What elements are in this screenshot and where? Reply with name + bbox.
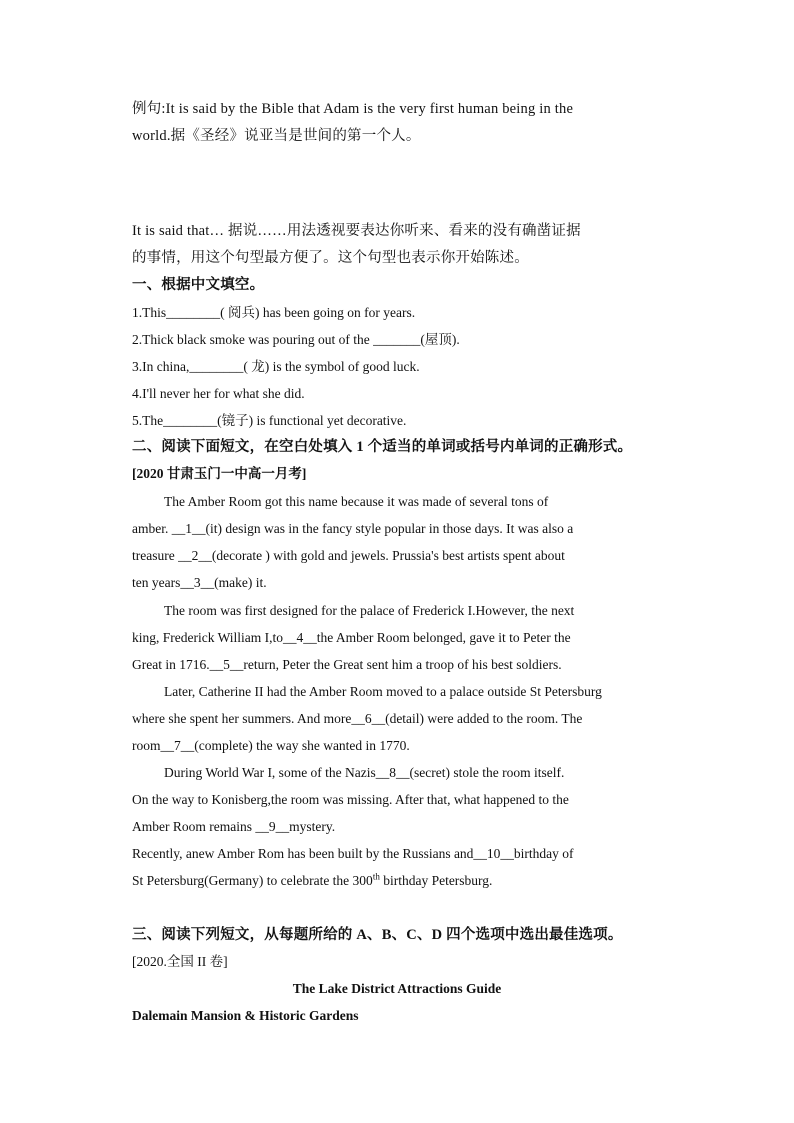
section1-item-1: 1.This________( 阅兵) has been going on for years. [132, 305, 416, 320]
section1-heading: 一、根据中文填空。 [132, 277, 265, 293]
section3-heading: 三、阅读下列短文，从每题所给的 A、B、C、D 四个选项中选出最佳选项。 [132, 927, 623, 943]
section1-item-5: 5.The________(镜子) is functional yet decorative. [132, 413, 407, 428]
section3-source: [2020.全国 II 卷] [132, 954, 228, 969]
passage-line-2: amber. __1__(it) design was in the fancy style popular in those days. It was also a [132, 521, 574, 536]
passage-line-3: treasure __2__(decorate ) with gold and jewels. Prussia's best artists spent about [132, 548, 565, 563]
passage-line-7: Great in 1716.__5__return, Peter the Great sent him a troop of his best soldiers. [132, 657, 562, 672]
passage-line-15-text: St Petersburg(Germany) to celebrate the 300 [132, 873, 373, 888]
section1-item-2: 2.Thick black smoke was pouring out of the _______(屋顶). [132, 332, 460, 347]
passage-line-12: On the way to Konisberg,the room was missing. After that, what happened to the [132, 792, 569, 807]
section2-source: [2020 甘肃玉门一中高一月考] [132, 466, 307, 481]
passage-line-11: During World War I, some of the Nazis__8__(secret) stole the room itself. [164, 765, 565, 780]
section1-item-4: 4.I'll never her for what she did. [132, 386, 305, 401]
passage-line-8: Later, Catherine II had the Amber Room moved to a palace outside St Petersburg [164, 684, 602, 699]
passage-line-5: The room was first designed for the palace of Frederick I.However, the next [164, 603, 575, 618]
passage-title: The Lake District Attractions Guide [292, 981, 502, 996]
passage-line-14: Recently, anew Amber Rom has been built by the Russians and__10__birthday of [132, 846, 574, 861]
passage-subtitle: Dalemain Mansion & Historic Gardens [132, 1008, 359, 1023]
passage-line-4: ten years__3__(make) it. [132, 575, 267, 590]
passage-line-1: The Amber Room got this name because it was made of several tons of [164, 494, 549, 509]
ordinal-suffix: th [372, 871, 380, 882]
section1-item-3: 3.In china,________( 龙) is the symbol of good luck. [132, 359, 420, 374]
passage-line-10: room__7__(complete) the way she wanted in 1770. [132, 738, 410, 753]
passage-line-15 [132, 872, 662, 890]
section2-heading: 二、阅读下面短文，在空白处填入 1 个适当的单词或括号内单词的正确形式。 [132, 439, 633, 455]
example-line-2: world.据《圣经》说亚当是世间的第一个人。 [132, 128, 421, 144]
note-line-1: It is said that… 据说……用法透视要表达你听来、看来的没有确凿证据 [132, 223, 581, 239]
passage-line-6: king, Frederick William I,to__4__the Amber Room belonged, gave it to Peter the [132, 630, 571, 645]
note-line-2: 的事情，用这个句型最方便了。这个句型也表示你开始陈述。 [132, 250, 529, 266]
passage-line-13: Amber Room remains __9__mystery. [132, 819, 336, 834]
example-line-1: 例句:It is said by the Bible that Adam is the very first human being in the [132, 101, 574, 117]
passage-line-9: where she spent her summers. And more__6__(detail) were added to the room. The [132, 711, 583, 726]
passage-line-15-end: birthday Petersburg. [379, 873, 493, 888]
